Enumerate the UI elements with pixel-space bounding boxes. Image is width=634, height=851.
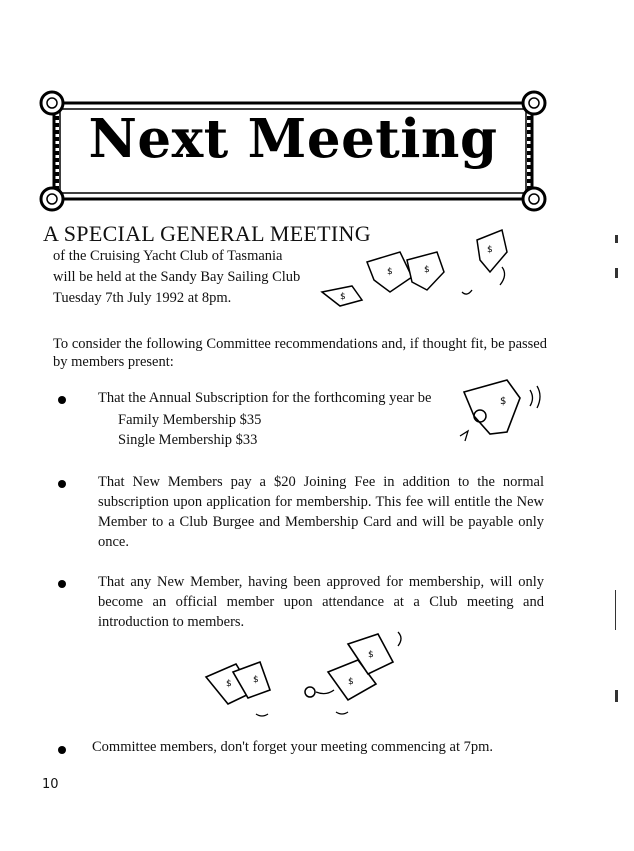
bullet-marker [58,396,66,404]
intro-line-venue: will be held at the Sandy Bay Sailing Club [53,269,301,285]
family-membership-fee: Family Membership $35 [118,412,262,428]
bullet-marker [58,480,66,488]
svg-text:$: $ [500,396,507,407]
svg-text:$: $ [340,292,346,302]
scan-edge-mark [615,590,616,630]
svg-text:$: $ [226,679,232,689]
bullet-marker [58,746,66,754]
tumbling-money-illustration [198,622,428,727]
svg-text:$: $ [368,650,374,660]
scan-edge-mark [615,235,618,243]
subscription-text: That the Annual Subscription for the forthcoming year be [98,390,432,406]
intro-line-club: of the Cruising Yacht Club of Tasmania [53,248,283,264]
bullet-marker [58,580,66,588]
svg-text:$: $ [253,675,259,685]
scan-edge-mark [615,268,618,278]
single-membership-fee: Single Membership $33 [118,432,258,448]
meeting-heading: A SPECIAL GENERAL MEETING [43,221,371,246]
joining-fee-text: That New Members pay a $20 Joining Fee in addition to the normal subscription upon application for membership. This fee will entitle the New Member to a Club Burgee and Membership Card and will be payable only once. [98,474,544,550]
intro-line-date: Tuesday 7th July 1992 at 8pm. [53,290,232,306]
consider-paragraph: To consider the following Committee recommendations and, if thought fit, be passed by members present: [53,336,547,370]
flying-money-illustration [312,222,522,312]
reminder-text: Committee members, don't forget your meeting commencing at 7pm. [92,739,494,755]
svg-text:$: $ [348,677,354,687]
scan-edge-mark [615,690,618,702]
money-bag-illustration [452,374,547,449]
svg-text:$: $ [424,265,430,275]
page-number: 10 [42,777,59,792]
svg-text:$: $ [387,267,393,277]
title-banner [36,88,550,214]
page-title: Next Meeting [88,108,498,170]
svg-text:$: $ [487,245,493,255]
new-member-text: That any New Member, having been approved for membership, will only become an official member upon attendance at a Club meeting and introduction to members. [98,574,544,630]
